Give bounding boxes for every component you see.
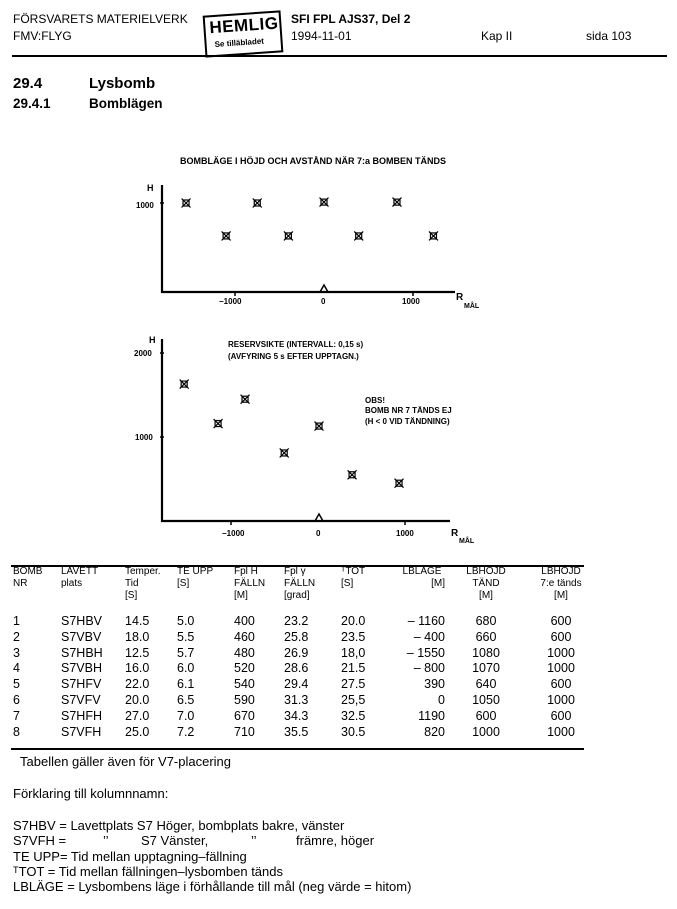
table-cell: 23.5 xyxy=(341,629,366,644)
chart-reserve-sight xyxy=(0,325,677,550)
table-cell: 6.0 xyxy=(177,661,195,676)
chart1-xlabel-sub: MÅL xyxy=(464,303,480,310)
table-cell: S7VBH xyxy=(61,661,102,676)
th-fplh: Fpl H FÄLLN [M] xyxy=(234,566,266,601)
table-cell: 670 xyxy=(234,708,255,723)
data-point xyxy=(348,470,357,479)
chart2-xlabel: R xyxy=(451,528,459,539)
data-point xyxy=(395,479,404,488)
table-cell: 35.5 xyxy=(284,724,309,739)
explanation-line: S7VFH = xyxy=(13,833,67,848)
table-cell: 460 xyxy=(234,629,255,644)
table-cell: 22.0 xyxy=(125,677,150,692)
table-cell: 1000 xyxy=(472,724,500,739)
table-cell: 1000 xyxy=(547,724,575,739)
table-cell: 1190 xyxy=(418,708,445,723)
table-cell: 640 xyxy=(475,677,497,692)
data-point xyxy=(315,422,324,431)
table-cell: 710 xyxy=(234,724,255,739)
data-point xyxy=(320,198,329,207)
org-name: FÖRSVARETS MATERIELVERK xyxy=(13,12,188,26)
table-cell: – 400 xyxy=(413,629,445,644)
table-row xyxy=(11,614,601,630)
table-bottom-rule xyxy=(11,748,584,750)
th-fplgamma: Fpl γ FÄLLN [grad] xyxy=(284,566,316,601)
data-point xyxy=(392,198,401,207)
table-cell: 25.0 xyxy=(125,724,150,739)
table-cell: 6 xyxy=(13,692,20,707)
table-cell: 34.3 xyxy=(284,708,309,723)
table-cell: 600 xyxy=(550,629,572,644)
explanation-line: LBLÄGE = Lysbombens läge i förhållande till mål (neg värde = hitom) xyxy=(13,879,412,894)
data-point xyxy=(354,231,363,240)
table-cell: 16.0 xyxy=(125,661,150,676)
th-bomb: BOMB NR xyxy=(13,566,43,589)
data-point xyxy=(280,448,289,457)
table-cell: – 1160 xyxy=(407,614,445,628)
ditto-mark: ’’ xyxy=(251,833,257,848)
chart-bomb-positions xyxy=(0,140,677,320)
table-cell: – 1550 xyxy=(406,645,445,660)
table-cell: 23.2 xyxy=(284,614,309,628)
table-cell: 27.0 xyxy=(125,708,150,723)
stamp-subtext: Se tilläbladet xyxy=(214,36,265,49)
chart1-xlabel: R xyxy=(456,292,464,303)
doc-title: SFI FPL AJS37, Del 2 xyxy=(291,12,411,26)
chart2-xtick-label: 1000 xyxy=(396,529,414,538)
chart1-xtick-label: −1000 xyxy=(219,297,242,306)
stamp-text: HEMLIG xyxy=(208,13,280,38)
table-cell: – 800 xyxy=(413,661,445,676)
subsection-number: 29.4.1 xyxy=(13,96,51,111)
table-row xyxy=(11,630,601,646)
bomb-table xyxy=(11,566,601,740)
th-ttot: ᵀTOT [S] xyxy=(341,566,366,589)
table-cell: 5.0 xyxy=(177,614,195,628)
chart2-ytick: 2000 xyxy=(134,349,152,358)
chart2-ytick: 1000 xyxy=(135,433,153,442)
table-cell: 600 xyxy=(475,708,497,723)
table-row xyxy=(11,677,601,693)
chart2-annotation: RESERVSIKTE (INTERVALL: 0,15 s) xyxy=(228,340,364,349)
table-row xyxy=(11,661,601,677)
table-cell: 660 xyxy=(475,629,497,644)
explanation-line: TE UPP= Tid mellan upptagning–fällning xyxy=(13,849,247,864)
table-cell: S7HBV xyxy=(61,614,102,628)
th-lblage: LBLÄGE [M] xyxy=(402,566,445,589)
table-cell: 3 xyxy=(13,645,20,660)
data-point xyxy=(429,231,438,240)
data-point xyxy=(180,380,189,389)
table-cell: 2 xyxy=(13,629,20,644)
chart2-annotation: OBS! xyxy=(365,396,385,405)
th-teupp: TE UPP [S] xyxy=(177,566,214,589)
table-cell: 590 xyxy=(234,692,255,707)
table-cell: 1 xyxy=(13,614,20,628)
explanation-line: S7HBV = Lavettplats S7 Höger, bombplats bakre, vänster xyxy=(13,818,345,833)
table-cell: 27.5 xyxy=(341,677,366,692)
chart2-axes xyxy=(162,339,450,521)
chart2-xtick-label: 0 xyxy=(316,529,321,538)
chart1-xtick-label: 1000 xyxy=(402,297,420,306)
section-number: 29.4 xyxy=(13,75,43,92)
table-cell: 1070 xyxy=(472,661,500,676)
table-cell: 29.4 xyxy=(284,677,309,692)
table-cell: 1050 xyxy=(472,692,500,707)
table-cell: S7VFH xyxy=(61,724,102,739)
table-cell: S7VBV xyxy=(61,629,102,644)
table-note: Tabellen gäller även för V7-placering xyxy=(20,754,232,769)
dept-name: FMV:FLYG xyxy=(13,29,72,43)
table-cell: 12.5 xyxy=(125,645,150,660)
chart2-ylabel: H xyxy=(149,335,156,345)
header-rule xyxy=(12,55,667,57)
chart1-axes xyxy=(162,185,455,292)
table-cell: 8 xyxy=(13,724,20,739)
th-lavett: LAVETT plats xyxy=(61,566,99,589)
data-point xyxy=(241,395,250,404)
ditto-mark: ’’ xyxy=(103,833,109,848)
table-row xyxy=(11,693,601,709)
table-cell: 600 xyxy=(550,708,572,723)
th-temper: Temper. Tid [S] xyxy=(125,566,161,601)
classification-stamp xyxy=(203,10,284,57)
table-cell: 480 xyxy=(234,645,255,660)
data-point xyxy=(182,199,191,208)
data-point xyxy=(222,231,231,240)
explanation-heading: Förklaring till kolumnnamn: xyxy=(13,786,169,801)
explanation-line: främre, höger xyxy=(296,833,375,848)
table-cell: 390 xyxy=(424,677,445,692)
explanation-line: S7 Vänster, xyxy=(141,833,209,848)
chart1-xtick-label: 0 xyxy=(321,297,326,306)
table-row xyxy=(11,646,601,662)
table-cell: 4 xyxy=(13,661,20,676)
table-cell: 400 xyxy=(234,614,255,628)
table-cell: 6.5 xyxy=(177,692,195,707)
table-cell: S7HBH xyxy=(61,645,103,660)
table-cell: 20.0 xyxy=(341,614,366,628)
table-cell: 25.8 xyxy=(284,629,309,644)
table-cell: 18,0 xyxy=(341,645,366,660)
table-cell: 820 xyxy=(424,724,445,739)
table-cell: 1000 xyxy=(547,661,575,676)
table-cell: 600 xyxy=(550,614,572,628)
table-cell: 26.9 xyxy=(284,645,309,660)
chart2-annotation: (H < 0 VID TÄNDNING) xyxy=(365,417,450,426)
table-cell: 5.5 xyxy=(177,629,195,644)
table-cell: 520 xyxy=(234,661,255,676)
table-cell: 6.1 xyxy=(177,677,195,692)
table-cell: S7VFV xyxy=(61,692,101,707)
table-cell: 1000 xyxy=(547,692,575,707)
table-cell: 5.7 xyxy=(177,645,195,660)
th-lbhojd-tand: LBHÖJD TÄND [M] xyxy=(466,566,506,601)
table-cell: 31.3 xyxy=(284,692,309,707)
chart2-annotation: (AVFYRING 5 s EFTER UPPTAGN.) xyxy=(228,352,359,361)
chart2-xtick-label: −1000 xyxy=(222,529,245,538)
table-cell: 25,5 xyxy=(341,692,366,707)
table-cell: 0 xyxy=(438,692,445,707)
chart1-points xyxy=(182,198,438,241)
chart1-title: BOMBLÄGE I HÖJD OCH AVSTÅND NÄR 7:a BOMBEN TÄNDS xyxy=(180,156,447,166)
table-cell: 7.2 xyxy=(177,724,195,739)
chart2-annotation: BOMB NR 7 TÄNDS EJ xyxy=(365,406,452,415)
explanation-line: ᵀTOT = Tid mellan fällningen–lysbomben tänds xyxy=(13,864,283,879)
table-cell: 20.0 xyxy=(125,692,150,707)
data-point xyxy=(253,199,262,208)
table-cell: 1000 xyxy=(547,645,575,660)
table-cell: 14.5 xyxy=(125,614,150,628)
doc-date: 1994-11-01 xyxy=(291,29,352,43)
chart2-xlabel-sub: MÅL xyxy=(459,538,475,545)
table-cell: 32.5 xyxy=(341,708,366,723)
data-point xyxy=(284,231,293,240)
table-row xyxy=(11,725,601,741)
table-cell: S7HFH xyxy=(61,708,102,723)
chapter: Kap II xyxy=(481,29,513,43)
table-cell: 28.6 xyxy=(284,661,309,676)
th-lbhojd-7: LBHÖJD 7:e tänds [M] xyxy=(540,566,582,601)
table-body xyxy=(11,614,601,740)
table-cell: 18.0 xyxy=(125,629,150,644)
table-cell: S7HFV xyxy=(61,677,102,692)
data-point xyxy=(214,419,223,428)
table-cell: 30.5 xyxy=(341,724,366,739)
table-cell: 7 xyxy=(13,708,20,723)
table-cell: 540 xyxy=(234,677,255,692)
table-cell: 1080 xyxy=(472,645,500,660)
table-cell: 21.5 xyxy=(341,661,366,676)
section-title: Lysbomb xyxy=(89,75,156,92)
page-number: sida 103 xyxy=(586,29,632,43)
table-cell: 5 xyxy=(13,677,20,692)
table-cell: 7.0 xyxy=(177,708,195,723)
chart1-ylabel: H xyxy=(147,183,154,193)
table-header-row xyxy=(11,566,601,602)
table-cell: 600 xyxy=(550,677,572,692)
chart1-ytick: 1000 xyxy=(136,201,154,210)
table-row xyxy=(11,709,601,725)
subsection-title: Bomblägen xyxy=(89,96,163,111)
table-cell: 680 xyxy=(475,614,497,628)
